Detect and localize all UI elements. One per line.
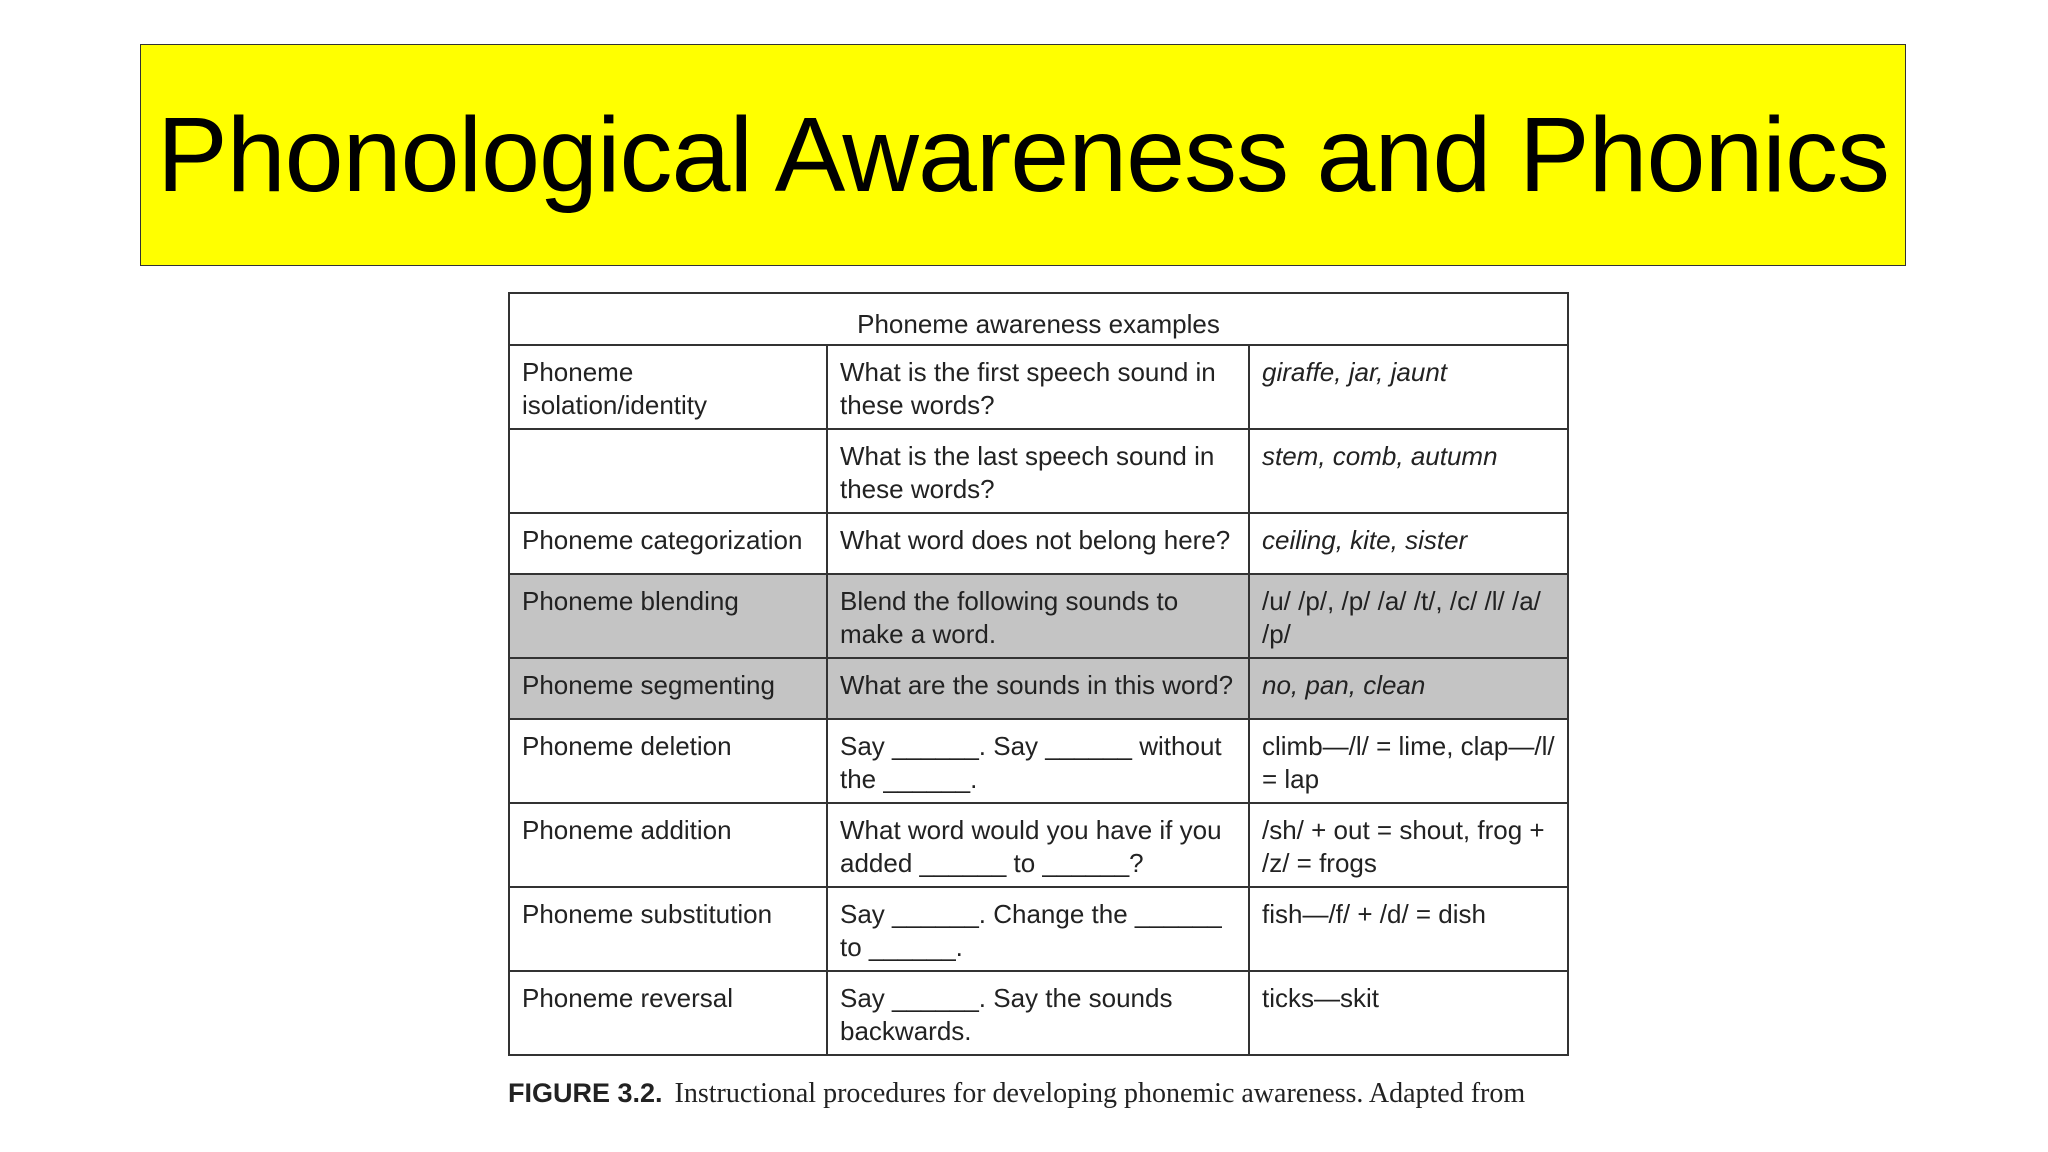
example-cell: ceiling, kite, sister [1249,513,1568,574]
example-cell: ticks—skit [1249,971,1568,1055]
prompt-cell: Say ______. Change the ______ to ______. [827,887,1249,971]
example-cell: stem, comb, autumn [1249,429,1568,513]
slide-title: Phonological Awareness and Phonics [157,95,1889,214]
table-row [509,345,1568,429]
table-row [509,429,1568,513]
table-header: Phoneme awareness examples [509,293,1568,345]
prompt-cell: What is the last speech sound in these words? [827,429,1249,513]
table-row [509,803,1568,887]
example-cell: /sh/ + out = shout, frog + /z/ = frogs [1249,803,1568,887]
table-row [509,719,1568,803]
figure-caption-text: Instructional procedures for developing phonemic awareness. Adapted from [674,1078,1526,1109]
skill-cell: Phoneme reversal [509,971,827,1055]
skill-cell: Phoneme blending [509,574,827,658]
example-cell: no, pan, clean [1249,658,1568,719]
title-banner [140,44,1906,266]
example-cell: fish—/f/ + /d/ = dish [1249,887,1568,971]
table-row [509,658,1568,719]
skill-cell: Phoneme categorization [509,513,827,574]
example-cell: giraffe, jar, jaunt [1249,345,1568,429]
prompt-cell: Say ______. Say ______ without the ______. [827,719,1249,803]
table-row [509,971,1568,1055]
prompt-cell: What word does not belong here? [827,513,1249,574]
prompt-cell: What is the first speech sound in these words? [827,345,1249,429]
example-cell: /u/ /p/, /p/ /a/ /t/, /c/ /l/ /a/ /p/ [1249,574,1568,658]
table-row [509,887,1568,971]
phoneme-awareness-table [508,292,1569,1056]
figure-label: FIGURE 3.2. [508,1078,663,1108]
skill-cell: Phoneme addition [509,803,827,887]
prompt-cell: Say ______. Say the sounds backwards. [827,971,1249,1055]
table-row [509,574,1568,658]
table-row [509,513,1568,574]
skill-cell: Phoneme isolation/identity [509,345,827,429]
skill-cell: Phoneme deletion [509,719,827,803]
skill-cell: Phoneme substitution [509,887,827,971]
figure-caption [508,1078,1608,1110]
skill-cell [509,429,827,513]
prompt-cell: What word would you have if you added ______ to ______? [827,803,1249,887]
example-cell: climb—/l/ = lime, clap—/l/ = lap [1249,719,1568,803]
skill-cell: Phoneme segmenting [509,658,827,719]
prompt-cell: What are the sounds in this word? [827,658,1249,719]
prompt-cell: Blend the following sounds to make a word. [827,574,1249,658]
